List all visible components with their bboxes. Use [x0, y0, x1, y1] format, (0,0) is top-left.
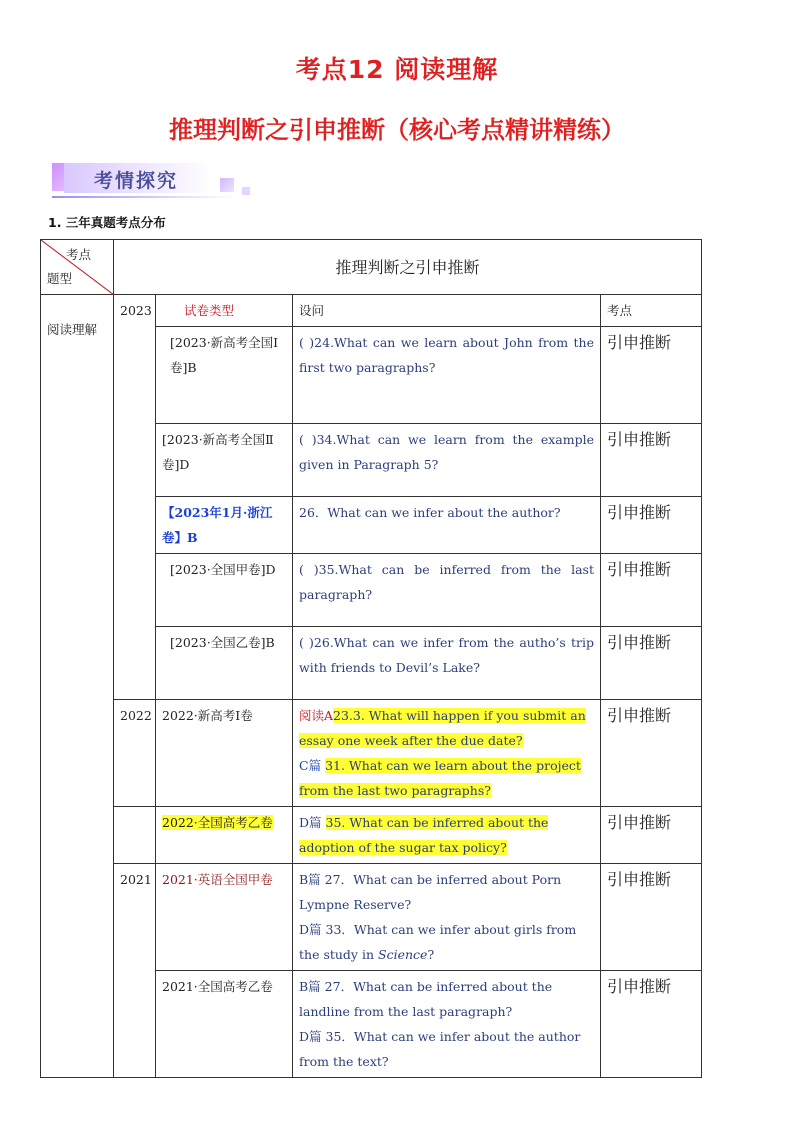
corner-label-type: 题型: [47, 271, 73, 286]
point-cell: 引申推断: [601, 864, 702, 971]
point-cell: 引申推断: [601, 807, 702, 864]
question-prefix: D篇: [299, 815, 322, 830]
corner-label-point: 考点: [65, 247, 91, 262]
question-cell: 26．What can we infer about the author?: [293, 497, 601, 554]
question-line: B篇 27．What can be inferred about Porn Lympne Reserve?: [299, 872, 562, 912]
paper-cell: [2023·新高考全国Ⅱ卷]D: [156, 424, 293, 497]
highlighted-question: 35. What can be inferred about the adoption of the sugar tax policy?: [299, 815, 549, 855]
page-title: 考点12 阅读理解: [295, 55, 499, 84]
point-cell: 引申推断: [601, 700, 702, 807]
year-cell-2022: 2022: [114, 700, 156, 807]
paper-cell: [156, 497, 293, 554]
year-cell-2023: 2023: [114, 295, 156, 700]
point-cell: 引申推断: [601, 497, 702, 554]
point-cell: 引申推断: [601, 554, 702, 627]
col-header-question: 设问: [293, 295, 601, 327]
table-row: [41, 700, 702, 807]
paper-label: 【2023年1月·浙江卷】B: [162, 505, 273, 545]
col-header-paper: 试卷类型: [156, 295, 293, 327]
question-cell: ( )24.What can we learn about John from the first two paragraphs?: [293, 327, 601, 424]
question-end: ?: [427, 947, 435, 962]
paper-cell: [2023·新高考全国Ⅰ卷]B: [156, 327, 293, 424]
banner-decor-square-tiny: [242, 187, 250, 195]
col-header-point: 考点: [601, 295, 702, 327]
italic-term: Science: [378, 947, 428, 962]
paper-cell: 2021·全国高考乙卷: [156, 971, 293, 1078]
paper-cell: [156, 807, 293, 864]
question-cell: ( )26.What can we infer from the autho’s trip with friends to Devil’s Lake?: [293, 627, 601, 700]
question-prefix: 阅读A: [299, 708, 334, 723]
question-cell: [293, 864, 601, 971]
question-line: D篇 35．What can we infer about the author from the text?: [299, 1029, 581, 1069]
question-prefix: C篇: [299, 758, 322, 773]
point-cell: 引申推断: [601, 327, 702, 424]
table-header-row: [41, 240, 702, 295]
point-cell: 引申推断: [601, 971, 702, 1078]
question-cell: [293, 807, 601, 864]
question-cell: [293, 700, 601, 807]
section-heading: 1. 三年真题考点分布: [48, 215, 166, 230]
year-cell-2021: 2021: [114, 864, 156, 1078]
banner-decor-square-small: [220, 178, 234, 192]
page-subtitle: 推理判断之引申推断（核心考点精讲精练）: [169, 116, 625, 144]
banner-underline: [52, 196, 236, 198]
year-cell-empty: [114, 807, 156, 864]
highlighted-paper: 2022·全国高考乙卷: [162, 815, 273, 830]
highlighted-question: 23.3. What will happen if you submit an essay one week after the due date?: [299, 708, 586, 748]
question-cell: ( )35.What can be inferred from the last paragraph?: [293, 554, 601, 627]
point-cell: 引申推断: [601, 424, 702, 497]
paper-cell: [2023·全国甲卷]D: [156, 554, 293, 627]
table-row: [41, 295, 702, 327]
question-type-cell: 阅读理解: [41, 295, 114, 1078]
exam-distribution-table: [40, 239, 702, 1078]
paper-cell: 2021·英语全国甲卷: [156, 864, 293, 971]
point-cell: 引申推断: [601, 627, 702, 700]
corner-header-cell: [41, 240, 114, 295]
question-line: B篇 27．What can be inferred about the landline from the last paragraph?: [299, 979, 553, 1019]
main-header-cell: 推理判断之引申推断: [114, 240, 702, 295]
table-row: [41, 807, 702, 864]
highlighted-question: 31. What can we learn about the project from the last two paragraphs?: [299, 758, 581, 798]
question-cell: ( )34.What can we learn from the example given in Paragraph 5?: [293, 424, 601, 497]
table-row: [41, 864, 702, 971]
question-cell: [293, 971, 601, 1078]
question-line: D篇 33．What can we infer about girls from the study in: [299, 922, 577, 962]
paper-cell: 2022·新高考Ⅰ卷: [156, 700, 293, 807]
section-banner: [52, 160, 236, 198]
banner-text: 考情探究: [94, 170, 179, 192]
paper-cell: [2023·全国乙卷]B: [156, 627, 293, 700]
